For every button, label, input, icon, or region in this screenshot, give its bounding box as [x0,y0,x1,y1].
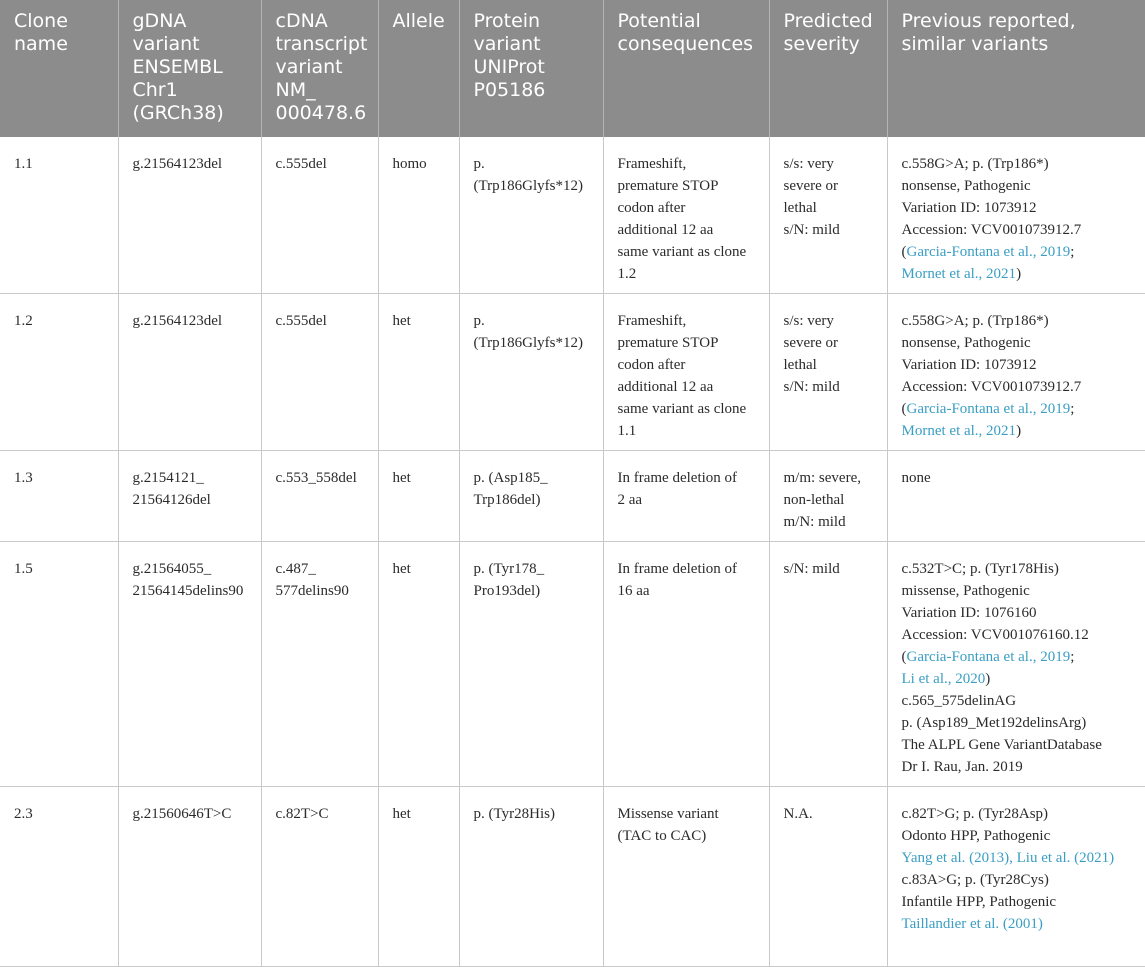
cell-clone [0,137,118,294]
reference-line [902,756,1136,778]
cell-line: Allele [392,10,445,32]
cell-line: (TAC to CAC) [617,828,707,844]
reference-text: Infantile HPP, Pathogenic [901,894,1057,910]
cell-line: same variant as clone [617,244,747,260]
citation-link[interactable]: Garcia-Fontana et al., 2019 [906,401,1071,417]
table-row [0,451,1145,542]
reference-line [902,153,1136,175]
cell-line: 000478.6 [275,102,367,124]
reference-text: missense, Pathogenic [901,583,1030,599]
cell-line: codon after [617,200,686,216]
cell-cdna [261,787,378,967]
cell-cdna [261,542,378,787]
header-cdna-variant [261,0,378,137]
cell-line: N.A. [783,806,813,822]
cell-line: non-lethal [783,492,845,508]
reference-text: c.565_575delinAG [901,693,1017,709]
reference-line [902,913,1136,935]
reference-line [902,241,1136,263]
cell-line: c.82T>C [275,806,329,822]
cell-line: cDNA [275,10,328,32]
reference-text: nonsense, Pathogenic [901,178,1031,194]
reference-line [902,376,1136,398]
cell-line: g.2154121_ [132,470,204,486]
cell-line: NM_ [275,79,316,101]
cell-allele [378,542,459,787]
cell-previous [887,137,1145,294]
cell-line: similar variants [901,33,1049,55]
reference-line [902,690,1136,712]
cell-protein [459,451,603,542]
cell-line: severe or [783,335,839,351]
cell-allele [378,787,459,967]
reference-text: ; [1070,244,1075,260]
citation-link[interactable]: Li et al., 2020 [901,671,986,687]
cell-line: 1.3 [14,470,33,486]
reference-line [902,310,1136,332]
cell-previous [887,542,1145,787]
cell-gdna [118,451,261,542]
citation-link[interactable]: Taillandier et al. (2001) [901,916,1043,932]
reference-line [902,219,1136,241]
reference-text: c.82T>G; p. (Tyr28Asp) [901,806,1049,822]
reference-line [902,398,1136,420]
cell-line: s/s: very [783,156,834,172]
cell-line: transcript [275,33,368,55]
reference-text: Variation ID: 1076160 [901,605,1037,621]
cell-line: p. (Tyr178_ [473,561,545,577]
cell-line: Previous reported, [901,10,1076,32]
cell-clone [0,542,118,787]
cell-protein [459,137,603,294]
cell-severity [769,787,887,967]
citation-link[interactable]: Garcia-Fontana et al., 2019 [906,244,1071,260]
reference-text: Accession: VCV001073912.7 [901,222,1082,238]
cell-line: lethal [783,357,817,373]
cell-severity [769,294,887,451]
header-potential-consequences [603,0,769,137]
cell-line: variant [132,33,200,55]
cell-line: lethal [783,200,817,216]
cell-line: m/m: severe, [783,470,861,486]
cell-previous [887,451,1145,542]
reference-text: The ALPL Gene VariantDatabase [901,737,1102,753]
cell-line: 1.2 [617,266,637,282]
cell-line: ENSEMBL [132,56,223,78]
cell-line: variant [473,33,541,55]
reference-line [902,847,1136,869]
reference-text: c.558G>A; p. (Trp186*) [901,313,1049,329]
reference-line [902,420,1136,442]
reference-line [902,668,1136,690]
cell-clone [0,787,118,967]
reference-line [902,467,1136,489]
cell-line: g.21564123del [132,313,223,329]
cell-line: severe or [783,178,839,194]
reference-text: c.532T>C; p. (Tyr178His) [901,561,1059,577]
cell-line: name [14,33,68,55]
reference-text: c.83A>G; p. (Tyr28Cys) [901,872,1049,888]
cell-line: p. [473,313,485,329]
reference-text: ; [1070,401,1075,417]
cell-line: c.555del [275,313,327,329]
cell-line: m/N: mild [783,514,846,530]
header-clone-name [0,0,118,137]
reference-text: Accession: VCV001076160.12 [901,627,1089,643]
cell-line: additional 12 aa [617,379,714,395]
cell-severity [769,451,887,542]
header-previous-reported [887,0,1145,137]
cell-protein [459,787,603,967]
reference-line [902,602,1136,624]
cell-line: het [392,470,411,486]
cell-line: variant [275,56,343,78]
cell-line: severity [783,33,860,55]
reference-text: ) [1016,423,1022,439]
cell-line: c.553_558del [275,470,357,486]
cell-consequences [603,787,769,967]
cell-line: Frameshift, [617,156,687,172]
cell-cdna [261,137,378,294]
cell-consequences [603,451,769,542]
cell-line: Missense variant [617,806,719,822]
reference-line [902,332,1136,354]
cell-line: s/s: very [783,313,834,329]
table-row [0,137,1145,294]
cell-line: 21564145delins90 [132,583,244,599]
cell-line: In frame deletion of [617,470,738,486]
reference-line [902,624,1136,646]
reference-text: nonsense, Pathogenic [901,335,1031,351]
cell-line: het [392,561,411,577]
cell-severity [769,137,887,294]
cell-line: 1.1 [617,423,637,439]
cell-line: 2 aa [617,492,643,508]
cell-gdna [118,137,261,294]
cell-line: additional 12 aa [617,222,714,238]
cell-line: premature STOP [617,178,719,194]
cell-severity [769,542,887,787]
reference-text: p. (Asp189_Met192delinsArg) [901,715,1087,731]
cell-line: 1.2 [14,313,33,329]
citation-link[interactable]: Mornet et al., 2021 [901,266,1017,282]
cell-consequences [603,542,769,787]
table-row [0,542,1145,787]
table-row [0,294,1145,451]
reference-text: ; [1070,649,1075,665]
cell-line: 1.1 [14,156,33,172]
cell-consequences [603,294,769,451]
reference-text: none [901,470,931,486]
reference-line [902,646,1136,668]
cell-line: In frame deletion of [617,561,738,577]
reference-text: Odonto HPP, Pathogenic [901,828,1051,844]
reference-text: ( [901,649,907,665]
reference-line [902,175,1136,197]
cell-line: Trp186del) [473,492,541,508]
cell-line: s/N: mild [783,222,840,238]
cell-protein [459,294,603,451]
cell-line: 577delins90 [275,583,349,599]
table-row [0,787,1145,967]
cell-line: (Trp186Glyfs*12) [473,178,583,194]
reference-line [902,712,1136,734]
header-gdna-variant [118,0,261,137]
cell-line: gDNA [132,10,187,32]
cell-line: p. [473,156,485,172]
header-protein-variant [459,0,603,137]
reference-text: Variation ID: 1073912 [901,200,1037,216]
citation-link[interactable]: Garcia-Fontana et al., 2019 [906,649,1071,665]
cell-line: s/N: mild [783,379,840,395]
cell-line: g.21560646T>C [132,806,232,822]
reference-text: c.558G>A; p. (Trp186*) [901,156,1049,172]
cell-line: 1.5 [14,561,33,577]
cell-line: Frameshift, [617,313,687,329]
reference-text: ( [901,401,907,417]
cell-previous [887,294,1145,451]
cell-line: Potential [617,10,701,32]
cell-line: s/N: mild [783,561,840,577]
cell-gdna [118,787,261,967]
cell-line: same variant as clone [617,401,747,417]
reference-text: ) [1016,266,1022,282]
cell-line: g.21564055_ [132,561,212,577]
reference-text: ( [901,244,907,260]
cell-line: homo [392,156,427,172]
cell-line: 2.3 [14,806,33,822]
header-allele [378,0,459,137]
cell-line: premature STOP [617,335,719,351]
cell-allele [378,451,459,542]
cell-cdna [261,451,378,542]
reference-line [902,891,1136,913]
reference-text: ) [985,671,991,687]
cell-gdna [118,542,261,787]
cell-line: Pro193del) [473,583,541,599]
cell-line: g.21564123del [132,156,223,172]
cell-line: consequences [617,33,754,55]
reference-line [902,558,1136,580]
reference-line [902,734,1136,756]
reference-line [902,825,1136,847]
cell-line: het [392,313,411,329]
reference-line [902,803,1136,825]
cell-line: p. (Asp185_ [473,470,548,486]
cell-allele [378,294,459,451]
cell-line: 16 aa [617,583,650,599]
cell-line: het [392,806,411,822]
reference-text: Variation ID: 1073912 [901,357,1037,373]
header-predicted-severity [769,0,887,137]
reference-line [902,580,1136,602]
cell-clone [0,451,118,542]
cell-line: p. (Tyr28His) [473,806,555,822]
reference-text: Dr I. Rau, Jan. 2019 [901,759,1023,775]
cell-allele [378,137,459,294]
cell-clone [0,294,118,451]
cell-previous [887,787,1145,967]
cell-line: c.555del [275,156,327,172]
cell-line: Protein [473,10,541,32]
cell-line: 21564126del [132,492,211,508]
cell-line: UNIProt [473,56,545,78]
citation-link[interactable]: Mornet et al., 2021 [901,423,1017,439]
reference-line [902,354,1136,376]
cell-line: (Trp186Glyfs*12) [473,335,583,351]
cell-line: Chr1 [132,79,178,101]
cell-line: P05186 [473,79,546,101]
cell-consequences [603,137,769,294]
citation-link[interactable]: Yang et al. (2013), Liu et al. (2021) [901,850,1115,866]
reference-line [902,869,1136,891]
cell-cdna [261,294,378,451]
cell-line: Clone [14,10,68,32]
cell-line: c.487_ [275,561,316,577]
cell-line: (GRCh38) [132,102,224,124]
cell-line: codon after [617,357,686,373]
reference-line [902,197,1136,219]
header-row [0,0,1145,137]
cell-protein [459,542,603,787]
cell-gdna [118,294,261,451]
reference-text: Accession: VCV001073912.7 [901,379,1082,395]
cell-line: Predicted [783,10,873,32]
reference-line [902,263,1136,285]
